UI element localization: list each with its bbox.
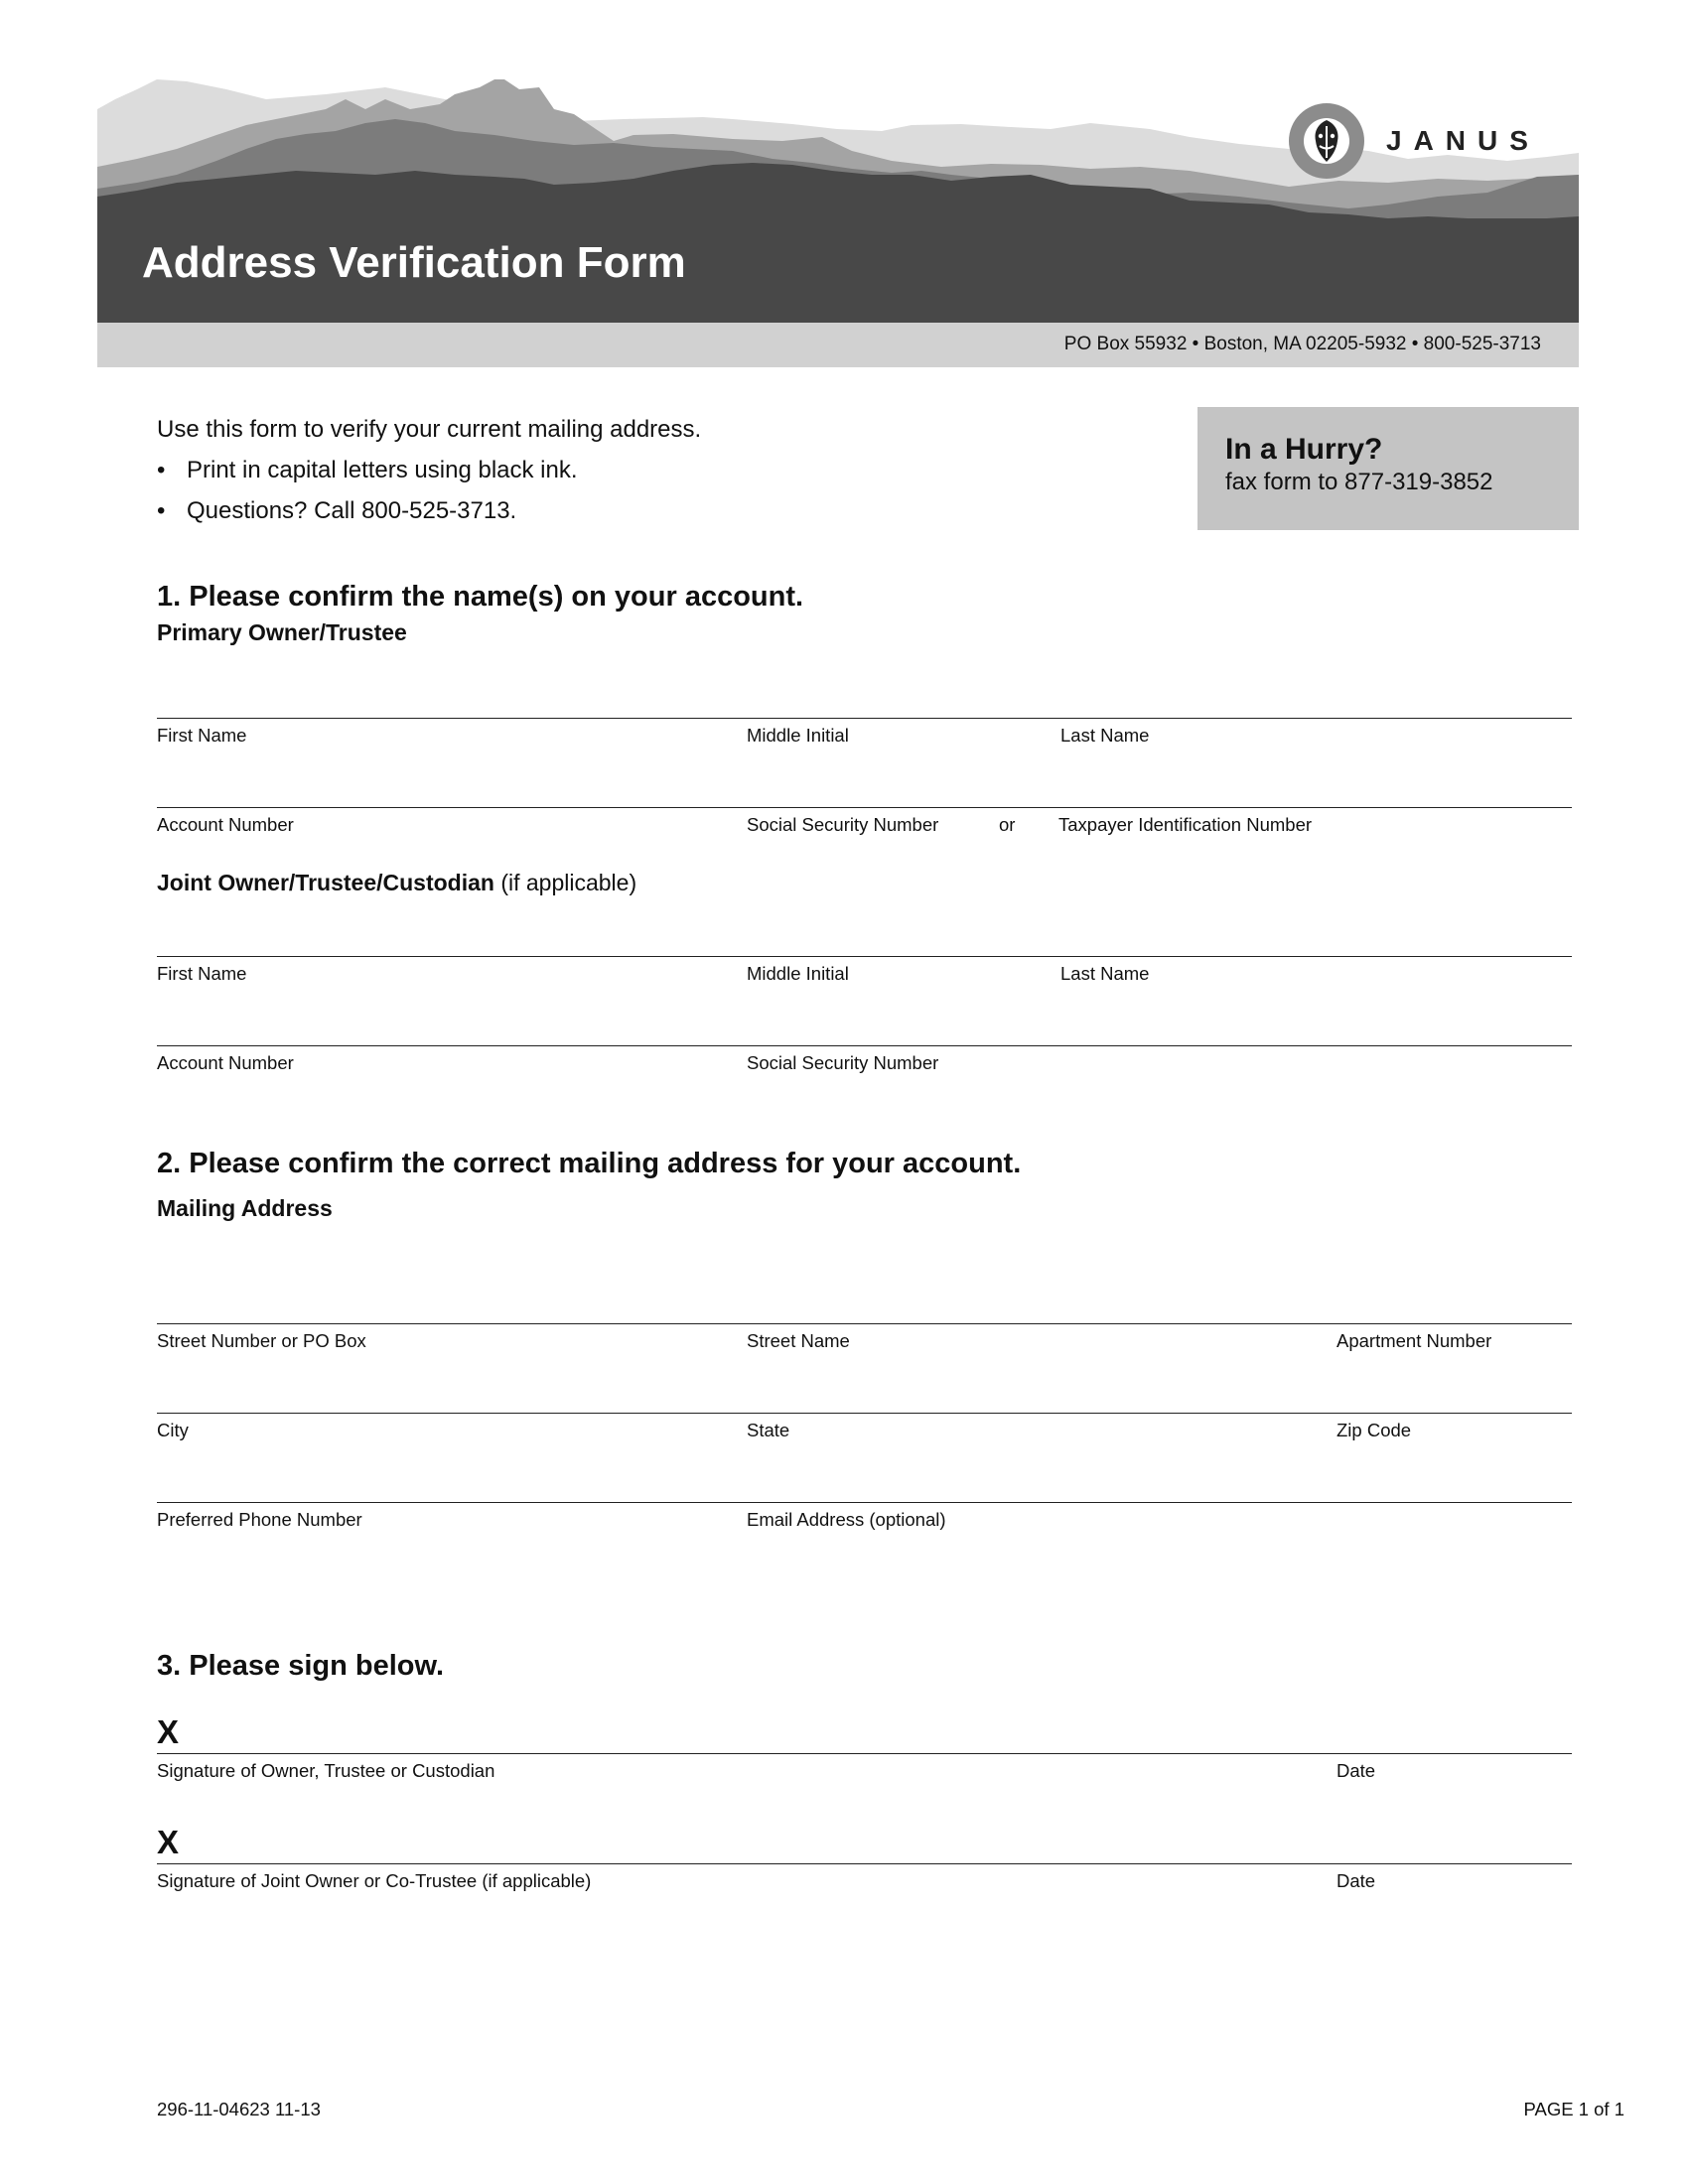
page-number: PAGE 1 of 1 xyxy=(1523,2099,1624,2119)
owner-signature-line[interactable] xyxy=(157,1753,1572,1754)
janus-head-icon xyxy=(1289,103,1364,179)
mailing-address-heading: Mailing Address xyxy=(157,1195,333,1221)
joint-signature-label: Signature of Joint Owner or Co-Trustee (if applicable) xyxy=(157,1870,592,1891)
instruction-item xyxy=(157,496,516,526)
tin-label: Taxpayer Identification Number xyxy=(1058,814,1313,835)
joint-name-line[interactable] xyxy=(157,956,1572,957)
primary-ssn-label: Social Security Number xyxy=(747,814,939,835)
joint-signature-line[interactable] xyxy=(157,1863,1572,1864)
section-1-heading: 1. Please confirm the name(s) on your account. xyxy=(157,581,804,613)
primary-owner-heading: Primary Owner/Trustee xyxy=(157,619,407,645)
primary-account-line[interactable] xyxy=(157,807,1572,808)
phone-label: Preferred Phone Number xyxy=(157,1509,362,1530)
section-3-heading: 3. Please sign below. xyxy=(157,1650,445,1682)
header-address-line: PO Box 55932 • Boston, MA 02205-5932 • 800-525-3713 xyxy=(1063,334,1541,354)
signature-x-mark: X xyxy=(157,1713,180,1750)
joint-owner-heading xyxy=(157,870,636,896)
fax-callout-text: fax form to 877-319-3852 xyxy=(1225,469,1493,495)
bullet-glyph: • xyxy=(157,457,166,483)
signature-x-mark: X xyxy=(157,1824,180,1860)
joint-middle-initial-label: Middle Initial xyxy=(747,963,849,984)
joint-last-name-label: Last Name xyxy=(1060,963,1150,984)
form-title: Address Verification Form xyxy=(142,238,686,287)
joint-ssn-label: Social Security Number xyxy=(747,1052,939,1073)
joint-account-number-label: Account Number xyxy=(157,1052,294,1073)
street-number-label: Street Number or PO Box xyxy=(157,1330,366,1351)
address-line-2[interactable] xyxy=(157,1413,1572,1414)
contact-line[interactable] xyxy=(157,1502,1572,1503)
joint-signature-date-label: Date xyxy=(1336,1870,1376,1891)
street-name-label: Street Name xyxy=(747,1330,850,1351)
joint-first-name-label: First Name xyxy=(157,963,247,984)
header-address-strip xyxy=(97,323,1579,367)
primary-last-name-label: Last Name xyxy=(1060,725,1150,746)
intro-text: Use this form to verify your current mailing address. xyxy=(157,416,702,443)
section-2-heading: 2. Please confirm the correct mailing address for your account. xyxy=(157,1148,1022,1179)
owner-signature-label: Signature of Owner, Trustee or Custodian xyxy=(157,1760,495,1781)
owner-signature-date-label: Date xyxy=(1336,1760,1376,1781)
apartment-number-label: Apartment Number xyxy=(1336,1330,1492,1351)
city-label: City xyxy=(157,1420,189,1440)
or-label: or xyxy=(999,814,1016,835)
fax-callout-title: In a Hurry? xyxy=(1225,433,1383,466)
bullet-glyph: • xyxy=(157,497,166,524)
primary-first-name-label: First Name xyxy=(157,725,247,746)
state-label: State xyxy=(747,1420,790,1440)
email-label: Email Address (optional) xyxy=(747,1509,946,1530)
form-code: 296-11-04623 11-13 xyxy=(157,2099,321,2119)
joint-owner-note: (if applicable) xyxy=(500,870,637,895)
primary-account-number-label: Account Number xyxy=(157,814,294,835)
joint-owner-title: Joint Owner/Trustee/Custodian xyxy=(157,870,494,895)
instruction-text: Questions? Call 800-525-3713. xyxy=(187,497,517,524)
address-line-1[interactable] xyxy=(157,1323,1572,1324)
janus-face-icon xyxy=(1300,114,1353,168)
logo-wordmark: JANUS xyxy=(1386,125,1540,156)
joint-account-line[interactable] xyxy=(157,1045,1572,1046)
header-banner xyxy=(97,79,1579,367)
instruction-item xyxy=(157,456,578,485)
primary-middle-initial-label: Middle Initial xyxy=(747,725,849,746)
fax-callout-box xyxy=(1197,407,1579,530)
zip-code-label: Zip Code xyxy=(1336,1420,1412,1440)
janus-logo xyxy=(1289,101,1540,181)
instruction-text: Print in capital letters using black ink. xyxy=(187,457,578,483)
primary-name-line[interactable] xyxy=(157,718,1572,719)
